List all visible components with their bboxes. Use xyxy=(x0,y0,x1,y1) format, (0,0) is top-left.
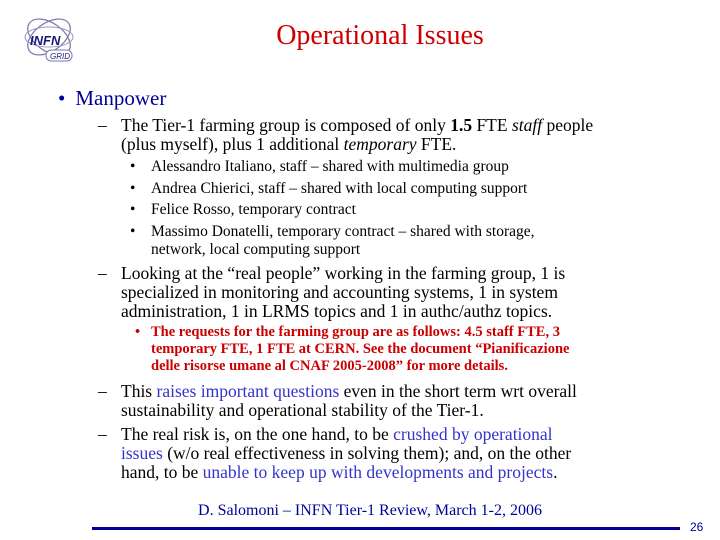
infn-grid-logo xyxy=(22,10,80,68)
slide-title: Operational Issues xyxy=(276,20,484,51)
list-item-continuation: network, local computing support xyxy=(151,241,361,258)
dash: – xyxy=(98,115,107,135)
bullet-manpower xyxy=(58,86,166,111)
requests-note-text: The requests for the farming group are as follows: 4.5 staff FTE, 3 temporary FTE, 1 FTE at CERN. See the document “Pianificazione delle risorse umane al CNAF 2005-2008” for more details. xyxy=(151,324,570,374)
list-item: • Massimo Donatelli, temporary contract – shared with storage, xyxy=(130,222,535,240)
bullet-dot: • xyxy=(135,324,141,340)
slide-footer: D. Salomoni – INFN Tier-1 Review, March 1-2, 2006 xyxy=(198,502,542,519)
item-real-risk xyxy=(98,425,688,482)
list-item: • Andrea Chierici, staff – shared with local computing support xyxy=(130,179,528,197)
list-item: • Alessandro Italiano, staff – shared with multimedia group xyxy=(130,158,509,175)
item-real-risk-text: The real risk is, on the one hand, to be crushed by operational issues (w/o real effectiveness in solving them); and, on the other hand, to be unable to keep up with developments and projects. xyxy=(121,424,572,482)
item-farming-group xyxy=(98,116,688,154)
requests-note xyxy=(135,324,675,375)
list-item: • Felice Rosso, temporary contract xyxy=(130,201,356,218)
item-real-people xyxy=(98,264,688,321)
item-raises-questions-text: This raises important questions even in the short term wrt overall sustainability and operational stability of the Tier-1. xyxy=(121,381,577,420)
bullet-manpower-label: Manpower xyxy=(75,86,167,110)
page-number: 26 xyxy=(690,520,704,534)
dash: – xyxy=(98,263,107,283)
dash: – xyxy=(98,381,107,401)
logo-grid-text: GRID xyxy=(50,52,70,61)
logo-infn-text: INFN xyxy=(30,33,61,48)
item-real-people-text: Looking at the “real people” working in the farming group, 1 is specialized in monitoring and accounting systems, 1 in system administration, 1 in LRMS topics and 1 in authc/authz topics. xyxy=(121,263,566,321)
people-list xyxy=(130,156,650,258)
item-raises-questions xyxy=(98,382,688,420)
footer-divider xyxy=(92,527,680,530)
bullet-dot: • xyxy=(58,86,66,110)
dash: – xyxy=(98,424,107,444)
item-farming-group-text: The Tier-1 farming group is composed of only 1.5 FTE staff people (plus myself), plus 1 additional temporary FTE. xyxy=(121,115,594,154)
